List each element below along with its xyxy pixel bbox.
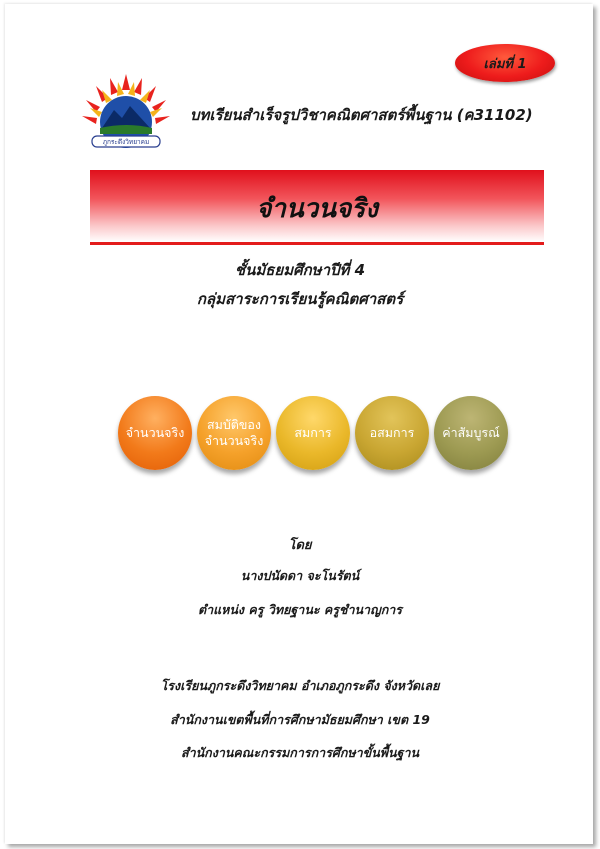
topic-circle-real-numbers: จำนวนจริง <box>118 396 192 470</box>
course-title: บทเรียนสำเร็จรูปวิชาคณิตศาสตร์พื้นฐาน (ค31102) <box>190 106 533 124</box>
volume-badge: เล่มที่ 1 <box>455 44 555 82</box>
topic-circle-inequalities: อสมการ <box>355 396 429 470</box>
area-office: สำนักงานเขตพื้นที่การศึกษามัธยมศึกษา เขต 19 <box>170 712 430 727</box>
topic-circle-equations: สมการ <box>276 396 350 470</box>
author-position: ตำแหน่ง ครู วิทยฐานะ ครูชำนาญการ <box>197 602 403 617</box>
banner-underline <box>90 242 544 245</box>
school-name: โรงเรียนภูกระดึงวิทยาคม อำเภอภูกระดึง จังหวัดเลย <box>160 678 440 693</box>
topic-circle-properties: สมบัติของ จำนวนจริง <box>197 396 271 470</box>
department: กลุ่มสาระการเรียนรู้คณิตศาสตร์ <box>196 290 404 308</box>
svg-text:ภูกระดึงวิทยาคม: ภูกระดึงวิทยาคม <box>102 138 150 146</box>
grade-level: ชั้นมัธยมศึกษาปีที่ 4 <box>234 261 366 279</box>
author-name: นางปนัดดา จะโนรัตน์ <box>240 568 360 583</box>
topic-circle-absolute-value: ค่าสัมบูรณ์ <box>434 396 508 470</box>
commission-office: สำนักงานคณะกรรมการการศึกษาขั้นพื้นฐาน <box>180 745 420 760</box>
by-label: โดย <box>288 538 312 553</box>
school-seal-icon <box>80 72 172 154</box>
main-title: จำนวนจริง <box>256 194 378 224</box>
